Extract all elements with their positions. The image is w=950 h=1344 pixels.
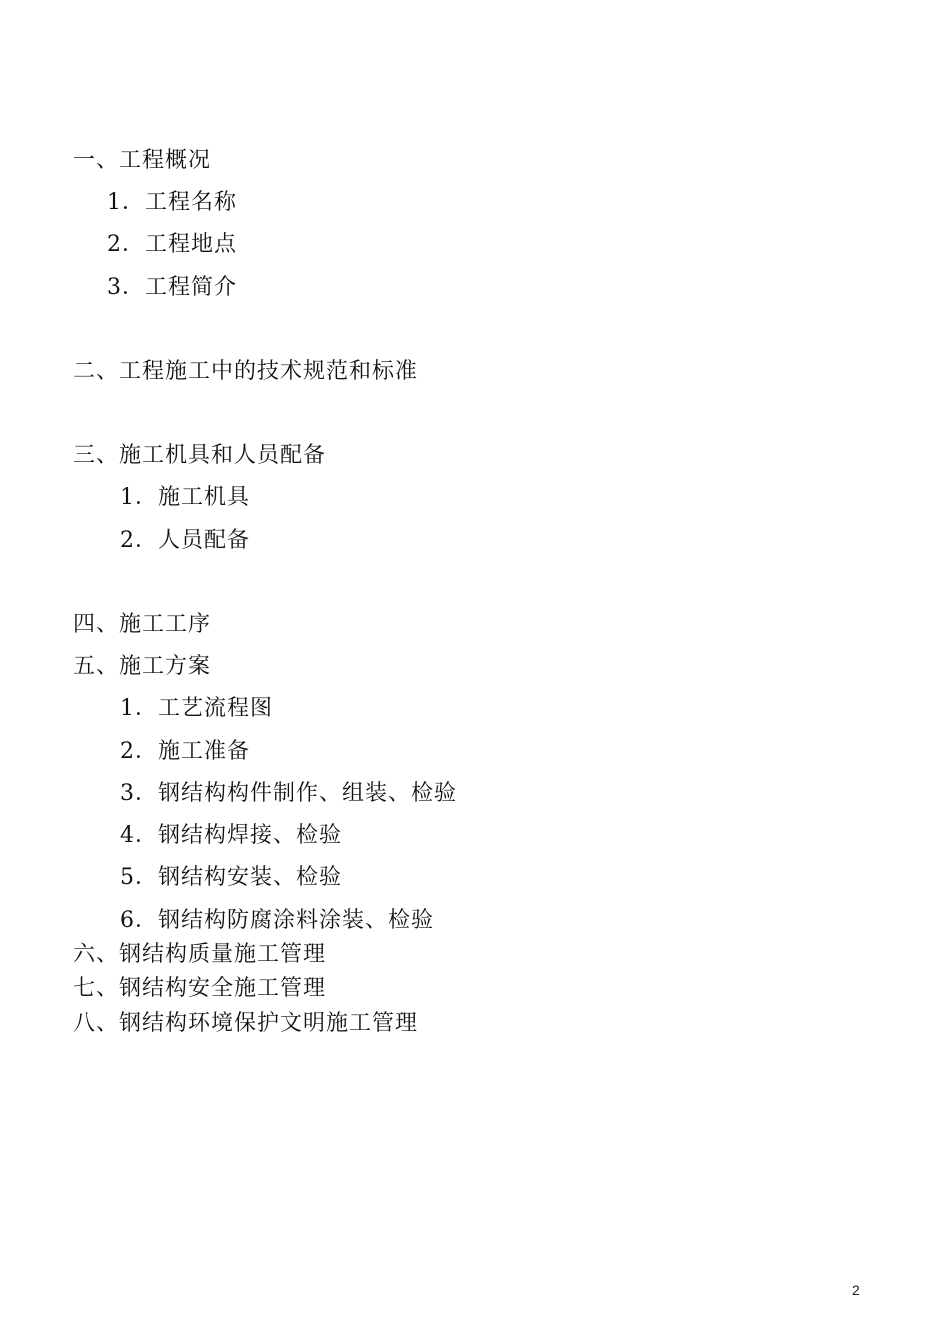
toc-section-5-item-5: 5．钢结构安装、检验: [120, 865, 342, 890]
toc-section-7-title: 七、钢结构安全施工管理: [73, 976, 327, 1001]
toc-section-3-title: 三、施工机具和人员配备: [73, 443, 327, 468]
toc-section-3-item-2: 2．人员配备: [120, 528, 250, 553]
toc-section-4-title: 四、施工工序: [73, 612, 212, 637]
toc-section-2-title: 二、工程施工中的技术规范和标准: [73, 359, 419, 384]
toc-section-3-item-1: 1．施工机具: [120, 485, 250, 510]
toc-section-5-item-3: 3．钢结构构件制作、组装、检验: [120, 781, 457, 806]
toc-section-5-item-1: 1．工艺流程图: [120, 696, 273, 721]
toc-section-1-title: 一、工程概况: [73, 148, 212, 173]
toc-section-8-title: 八、钢结构环境保护文明施工管理: [73, 1011, 419, 1036]
toc-section-5-item-4: 4．钢结构焊接、检验: [120, 823, 342, 848]
toc-section-1-item-3: 3．工程简介: [107, 275, 237, 300]
page-number: 2: [852, 1282, 860, 1298]
toc-section-5-item-2: 2．施工准备: [120, 739, 250, 764]
toc-section-5-title: 五、施工方案: [73, 654, 212, 679]
toc-section-1-item-2: 2．工程地点: [107, 232, 237, 257]
toc-section-6-title: 六、钢结构质量施工管理: [73, 942, 327, 967]
toc-section-1-item-1: 1．工程名称: [107, 190, 237, 215]
toc-section-5-item-6: 6．钢结构防腐涂料涂装、检验: [120, 908, 434, 933]
